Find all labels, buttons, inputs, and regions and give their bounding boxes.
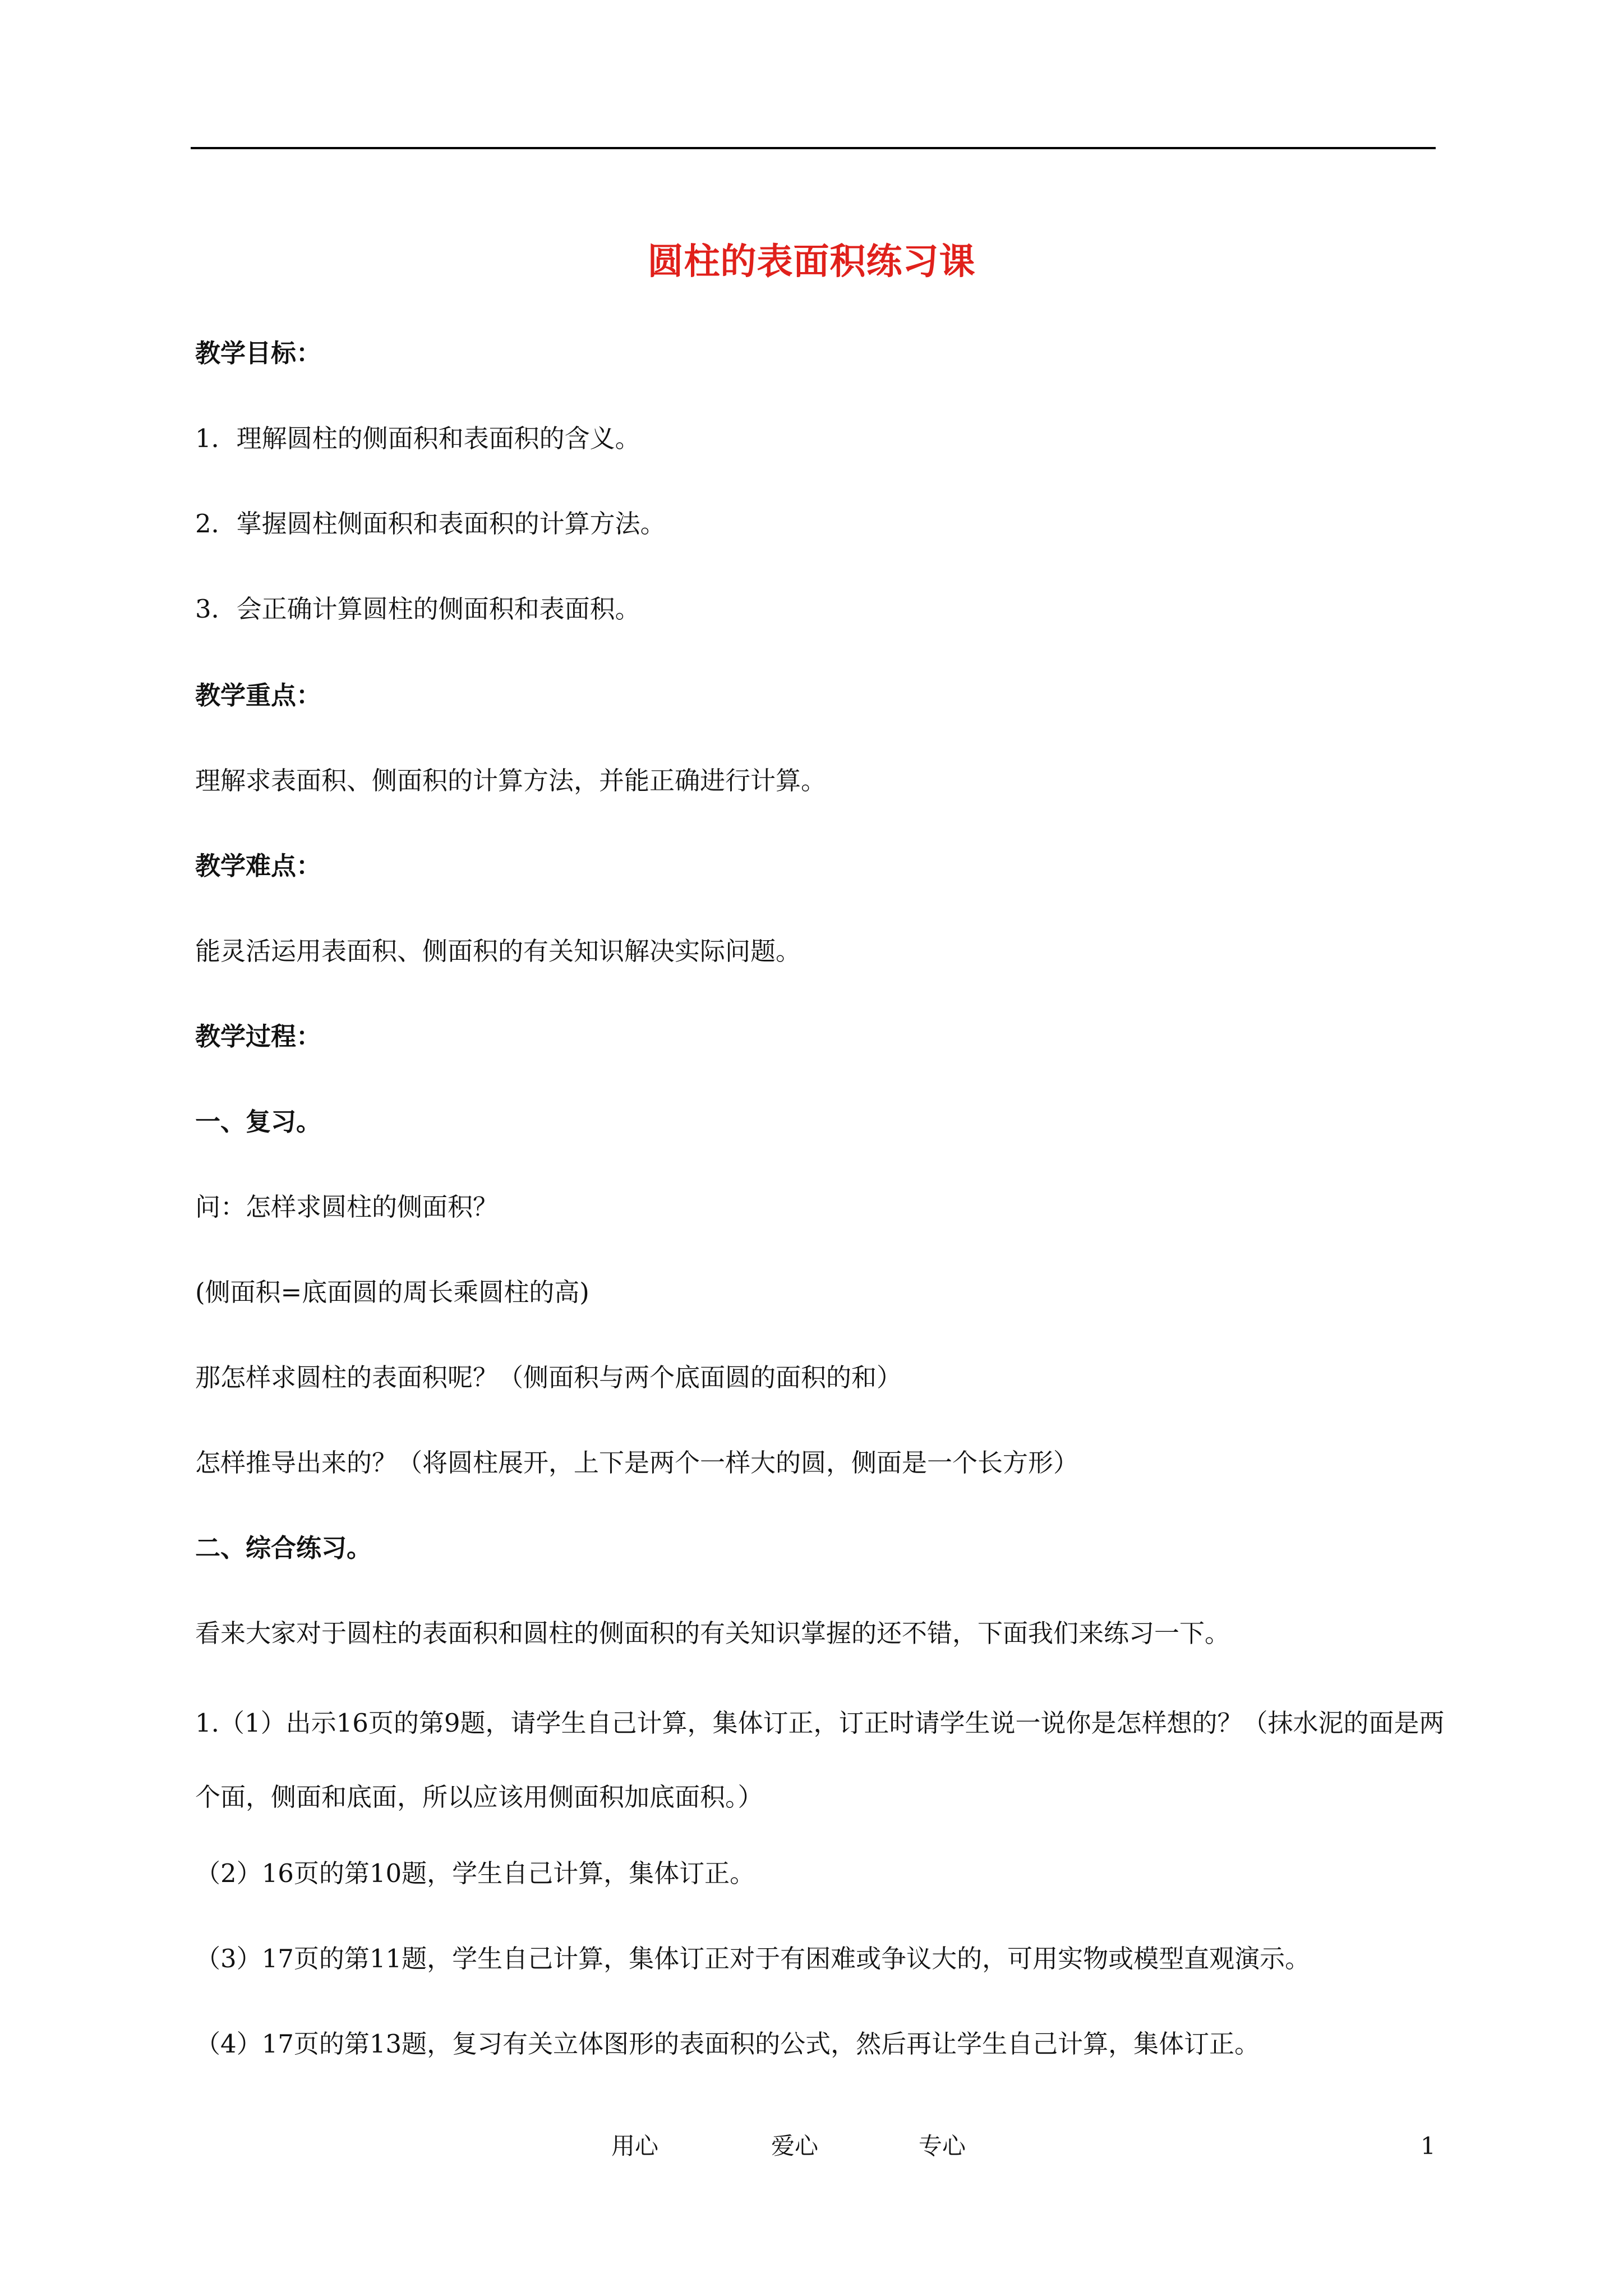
practice-item-1: 1.（1）出示16页的第9题，请学生自己计算，集体订正，订正时请学生说一说你是怎样想的？（抹水泥的面是两个面，侧面和底面，所以应该用侧面积加底面积。）: [195, 1708, 1445, 1812]
practice-intro: 看来大家对于圆柱的表面积和圆柱的侧面积的有关知识掌握的还不错，下面我们来练习一下。: [195, 1618, 1230, 1648]
practice-item-4: （4）17页的第13题，复习有关立体图形的表面积的公式，然后再让学生自己计算，集体订正。: [195, 2029, 1260, 2059]
footer-motto-3: 专心: [919, 2132, 966, 2160]
document-title: 圆柱的表面积练习课: [647, 241, 976, 283]
practice-item-2: （2）16页的第10题，学生自己计算，集体订正。: [195, 1858, 755, 1888]
section-review: 一、复习。: [195, 1107, 322, 1137]
section-practice: 二、综合练习。: [195, 1533, 372, 1563]
page-number: 1: [1421, 2132, 1436, 2160]
heading-process: 教学过程：: [195, 1022, 322, 1051]
objective-3: 3．会正确计算圆柱的侧面积和表面积。: [195, 594, 640, 624]
review-question-2: 那怎样求圆柱的表面积呢？（侧面积与两个底面圆的面积的和）: [195, 1363, 902, 1392]
footer-motto-2: 爱心: [771, 2132, 819, 2160]
heading-key-points: 教学重点：: [195, 680, 322, 710]
review-question-3: 怎样推导出来的？（将圆柱展开，上下是两个一样大的圆，侧面是一个长方形）: [195, 1448, 1079, 1478]
practice-item-3: （3）17页的第11题，学生自己计算，集体订正对于有困难或争议大的，可用实物或模型直观演示。: [195, 1944, 1311, 1973]
header-rule: [191, 147, 1436, 149]
heading-objectives: 教学目标：: [195, 338, 322, 368]
objective-1: 1．理解圆柱的侧面积和表面积的含义。: [195, 424, 640, 453]
difficulties-text: 能灵活运用表面积、侧面积的有关知识解决实际问题。: [195, 936, 801, 966]
review-question-1: 问：怎样求圆柱的侧面积？: [195, 1192, 499, 1222]
review-answer-1: (侧面积=底面圆的周长乘圆柱的高): [195, 1277, 589, 1307]
footer-motto-1: 用心: [611, 2132, 659, 2160]
key-points-text: 理解求表面积、侧面积的计算方法，并能正确进行计算。: [195, 766, 827, 795]
objective-2: 2．掌握圆柱侧面积和表面积的计算方法。: [195, 509, 666, 539]
heading-difficulties: 教学难点：: [195, 851, 322, 881]
